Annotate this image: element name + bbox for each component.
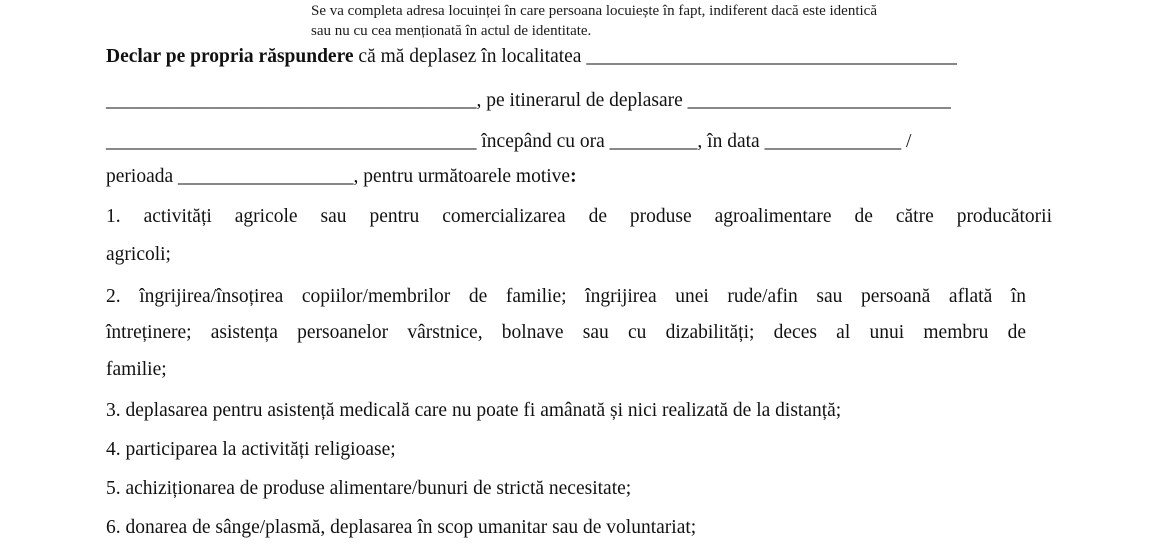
motive-2-line-2: întreținere; asistența persoanelor vârstnice, bolnave sau cu dizabilități; deces al unui membru de xyxy=(106,322,1026,343)
declaration-line-4 xyxy=(106,165,1066,189)
motive-4: 4. participarea la activități religioase; xyxy=(106,439,396,460)
motive-2-line-1: 2. îngrijirea/însoțirea copiilor/membrilor de familie; îngrijirea unei rude/afin sau persoană aflată în xyxy=(106,286,1026,307)
motive-3: 3. deplasarea pentru asistență medicală care nu poate fi amânată și nici realizată de la distanță; xyxy=(106,400,842,421)
declaration-intro: Declar pe propria răspundere xyxy=(106,46,354,67)
declaration-line-2: ______________________________________, pe itinerarul de deplasare ___________________________ xyxy=(106,90,951,111)
declaration-colon: : xyxy=(570,166,577,187)
motive-6: 6. donarea de sânge/plasmă, deplasarea în scop umanitar sau de voluntariat; xyxy=(106,517,697,538)
footnote-line-1: Se va completa adresa locuinței în care persoana locuiește în fapt, indiferent dacă este identică xyxy=(311,3,877,19)
declaration-locality-field: că mă deplasez în localitatea ______________________________________ xyxy=(353,46,957,67)
motive-5: 5. achiziționarea de produse alimentare/bunuri de strictă necesitate; xyxy=(106,478,632,499)
motive-1-line-1: 1. activități agricole sau pentru comercializarea de produse agroalimentare de către producătorii xyxy=(106,206,1052,227)
motive-1-line-2: agricoli; xyxy=(106,244,171,265)
footnote-line-2: sau nu cu cea menționată în actul de identitate. xyxy=(311,23,592,39)
motive-2-line-3: familie; xyxy=(106,359,167,380)
address-footnote xyxy=(311,1,1051,41)
declaration-period-field: perioada __________________, pentru următoarele motive xyxy=(106,166,571,187)
declaration-line-3: ______________________________________ începând cu ora _________, în data ______________ / xyxy=(106,131,912,152)
declaration-line-1 xyxy=(106,45,1066,69)
